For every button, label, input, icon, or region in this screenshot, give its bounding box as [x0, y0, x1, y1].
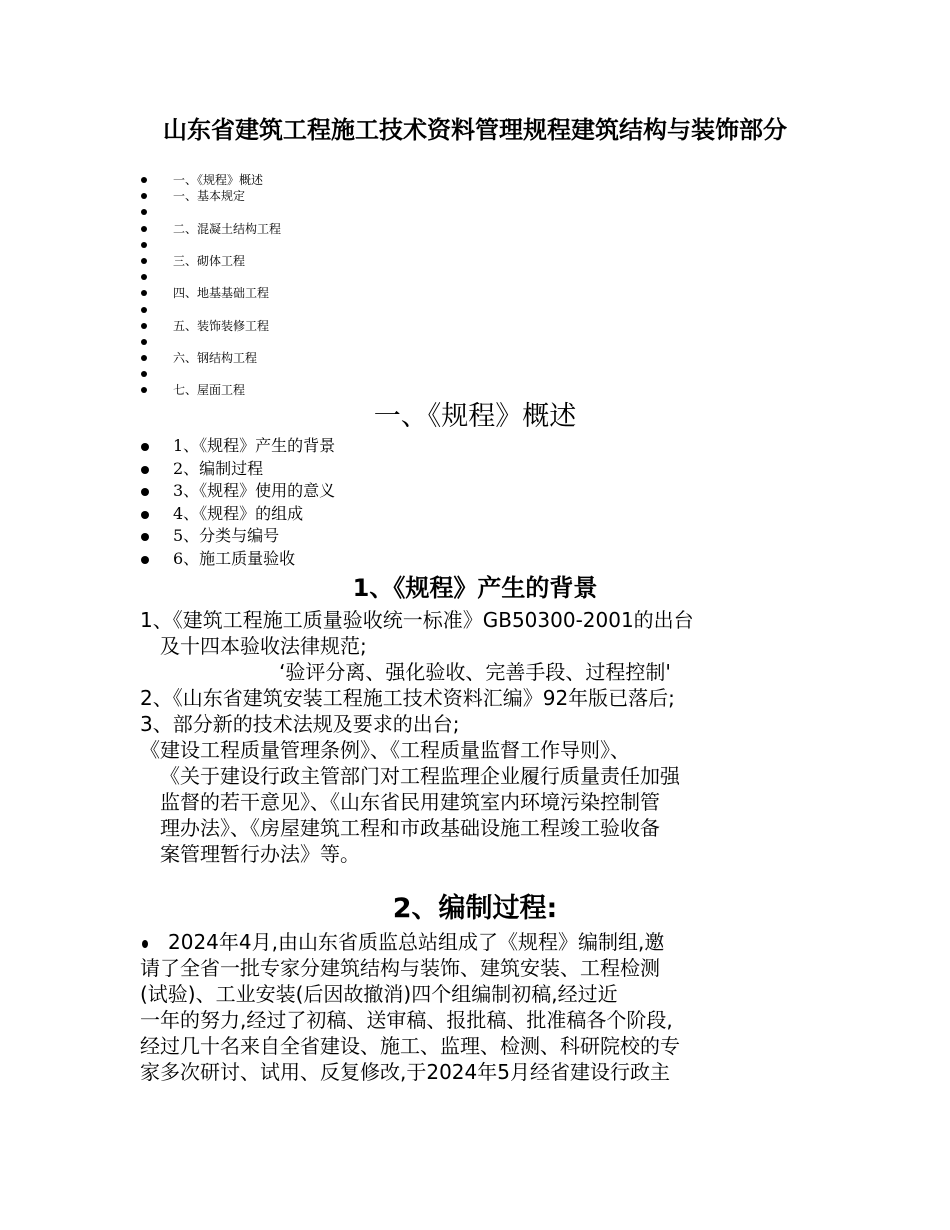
- bullet-icon: [141, 258, 147, 264]
- toc-item[interactable]: [140, 318, 281, 334]
- list-item: [140, 458, 335, 481]
- overview-list: [140, 435, 335, 571]
- bullet-icon: [141, 209, 147, 215]
- body-line: 及十四本验收法律规范;: [160, 634, 367, 658]
- bullet-icon: [141, 177, 147, 183]
- bullet-icon: [141, 355, 147, 361]
- body-line: 请了全省一批专家分建筑结构与装饰、建筑安装、工程检测: [140, 956, 660, 980]
- body-line: ‘验评分离、强化验收、完善手段、过程控制': [279, 660, 671, 684]
- section-heading-process: 2、编制过程:: [392, 893, 558, 924]
- bullet-icon: [142, 940, 148, 948]
- bullet-icon: [141, 290, 147, 296]
- toc-item-label: 四、地基基础工程: [173, 286, 270, 301]
- body-line: 家多次研讨、试用、反复修改,于2024年5月经省建设行政主: [140, 1060, 670, 1084]
- toc-item: [140, 334, 281, 350]
- bullet-icon: [141, 443, 149, 451]
- bullet-icon: [141, 488, 149, 496]
- body-line: (试验)、工业安装(后因故撤消)四个组编制初稿,经过近: [140, 982, 618, 1006]
- list-item: [140, 435, 335, 458]
- background-body: [140, 607, 830, 867]
- body-line: 3、部分新的技术法规及要求的出台;: [140, 712, 460, 736]
- section-heading-overview: 一、《规程》概述: [373, 401, 577, 432]
- body-line: 《建设工程质量管理条例》、《工程质量监督工作导则》、: [140, 738, 630, 762]
- toc-item-label: 一、《规程》概述: [173, 173, 264, 187]
- document-title: 山东省建筑工程施工技术资料管理规程建筑结构与装饰部分: [163, 115, 787, 144]
- toc-item: [140, 269, 281, 285]
- bullet-icon: [141, 274, 147, 280]
- body-line-text: 2024年4月,由山东省质监总站组成了《规程》编制组,邀: [168, 930, 665, 954]
- toc-item[interactable]: [140, 285, 281, 301]
- body-line: 《关于建设行政主管部门对工程监理企业履行质量责任加强: [160, 764, 680, 788]
- list-item-label: 4、《规程》的组成: [173, 503, 304, 523]
- list-item: [140, 525, 335, 548]
- body-line: 理办法》、《房屋建筑工程和市政基础设施工程竣工验收备: [160, 816, 660, 840]
- body-line: 一年的努力,经过了初稿、送审稿、报批稿、批准稿各个阶段,: [140, 1008, 673, 1032]
- toc-item: [140, 204, 281, 220]
- process-body: [140, 929, 830, 1085]
- toc-item[interactable]: [140, 221, 281, 237]
- bullet-icon: [141, 466, 149, 474]
- bullet-icon: [141, 323, 147, 329]
- toc-item[interactable]: [140, 253, 281, 269]
- section-heading-background: 1、《规程》产生的背景: [352, 574, 598, 602]
- list-item-label: 6、施工质量验收: [173, 548, 296, 568]
- table-of-contents: [140, 172, 281, 399]
- toc-item[interactable]: [140, 172, 281, 188]
- bullet-icon: [141, 242, 147, 248]
- list-item: [140, 503, 335, 526]
- list-item-label: 2、编制过程: [173, 458, 264, 478]
- body-line: 1、《建筑工程施工质量验收统一标准》GB50300-2001的出台: [140, 608, 694, 632]
- body-line: 2、《山东省建筑安装工程施工技术资料汇编》92年版已落后;: [140, 686, 675, 710]
- toc-item[interactable]: [140, 382, 281, 398]
- toc-item[interactable]: [140, 350, 281, 366]
- toc-item: [140, 237, 281, 253]
- toc-item: [140, 302, 281, 318]
- body-line: 经过几十名来自全省建设、施工、监理、检测、科研院校的专: [140, 1034, 680, 1058]
- toc-item-label: 二、混凝土结构工程: [173, 221, 282, 236]
- list-item-label: 5、分类与编号: [173, 526, 280, 546]
- bullet-icon: [141, 226, 147, 232]
- list-item: [140, 480, 335, 503]
- bullet-icon: [141, 511, 149, 519]
- toc-item: [140, 366, 281, 382]
- bullet-icon: [141, 307, 147, 313]
- toc-item-label: 三、砌体工程: [173, 253, 246, 268]
- bullet-icon: [141, 193, 147, 199]
- body-line: [140, 929, 830, 955]
- bullet-icon: [141, 339, 147, 345]
- body-line: 案管理暂行办法》等。: [160, 842, 360, 866]
- bullet-icon: [141, 556, 149, 564]
- list-item: [140, 548, 335, 571]
- toc-item-label: 六、钢结构工程: [173, 351, 258, 366]
- toc-item-label: 五、装饰装修工程: [173, 318, 270, 333]
- list-item-label: 3、《规程》使用的意义: [173, 481, 336, 501]
- bullet-icon: [141, 371, 147, 377]
- toc-item[interactable]: [140, 188, 281, 204]
- toc-item-label: 七、屋面工程: [173, 383, 246, 398]
- body-line: 监督的若干意见》、《山东省民用建筑室内环境污染控制管: [160, 790, 660, 814]
- bullet-icon: [141, 387, 147, 393]
- toc-item-label: 一、基本规定: [173, 189, 246, 204]
- list-item-label: 1、《规程》产生的背景: [173, 436, 336, 455]
- bullet-icon: [141, 533, 149, 541]
